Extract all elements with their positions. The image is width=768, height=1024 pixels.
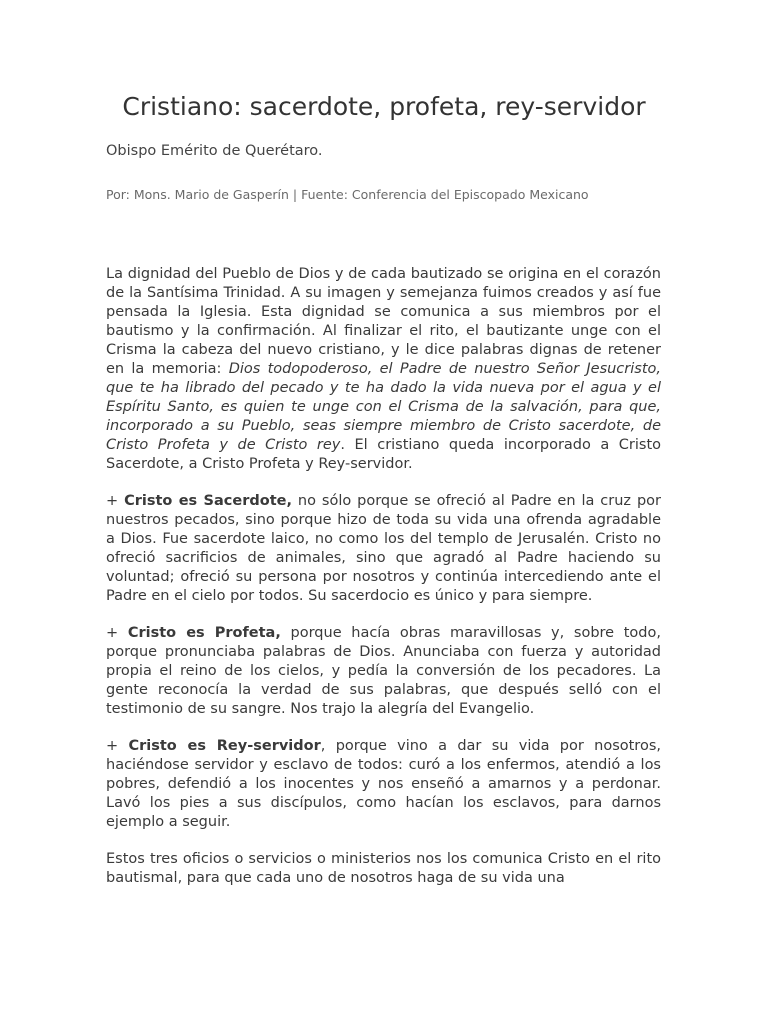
- page-title: Cristiano: sacerdote, profeta, rey-servidor: [122, 92, 646, 121]
- byline: Por: Mons. Mario de Gasperín | Fuente: Conferencia del Episcopado Mexicano: [106, 187, 589, 202]
- paragraph-ministerios: Estos tres oficios o servicios o ministerios nos los comunica Cristo en el rito bautismal, para que cada uno de nosotros haga de su vida una: [106, 851, 661, 886]
- paragraph-intro: [106, 265, 661, 474]
- heading-sacerdote: Cristo es Sacerdote,: [124, 493, 292, 509]
- paragraph-sacerdote: [106, 492, 661, 606]
- article-body: [106, 265, 661, 906]
- baptismal-quote: Dios todopoderoso, el Padre de nuestro Señor Jesucristo, que te ha librado del pecado y te ha dado la vida nueva por el agua y el Espíritu Santo, es quien te unge con el Crisma de la salvación, para que, incorporado a su Pueblo, seas siempre miembro de Cristo sacerdote, de Cristo Profeta y de Cristo rey: [106, 361, 661, 453]
- bullet-plus: +: [106, 738, 129, 754]
- paragraph-intro-text: La dignidad del Pueblo de Dios y de cada bautizado se origina en el corazón de la Santísima Trinidad. A su imagen y semejanza fuimos creados y así fue pensada la Iglesia. Esta dignidad se comunica a sus miembros por el bautismo y la confirmación. Al finalizar el rito, el bautizante unge con el Crisma la cabeza del nuevo cristiano, y le dice palabras dignas de retener en la memoria:: [106, 266, 661, 377]
- paragraph-profeta: [106, 624, 661, 719]
- paragraph-profeta-text: porque hacía obras maravillosas y, sobre todo, porque pronunciaba palabras de Dios. Anunciaba con fuerza y autoridad propia el reino de los cielos, y pedía la conversión de los pecadores. La gente reconocía la verdad de sus palabras, que después selló con el testimonio de su sangre. Nos trajo la alegría del Evangelio.: [106, 625, 661, 717]
- heading-profeta: Cristo es Profeta,: [127, 625, 281, 641]
- subtitle: Obispo Emérito de Querétaro.: [106, 143, 323, 159]
- paragraph-rey-servidor-text: , porque vino a dar su vida por nosotros, haciéndose servidor y esclavo de todos: curó a los enfermos, atendió a los pobres, defendió a los inocentes y nos enseñó a amarnos y a perdonar. Lavó los pies a sus discípulos, como hacían los esclavos, para darnos ejemplo a seguir.: [106, 738, 661, 830]
- bullet-plus: +: [106, 493, 125, 509]
- bullet-plus: +: [106, 625, 128, 641]
- paragraph-rey-servidor: [106, 737, 661, 832]
- paragraph-sacerdote-text: no sólo porque se ofreció al Padre en la cruz por nuestros pecados, sino porque hizo de toda su vida una ofrenda agradable a Dios. Fue sacerdote laico, no como los del templo de Jerusalén. Cristo no ofreció sacrificios de animales, sino que agradó al Padre haciendo su voluntad; ofreció su persona por nosotros y continúa intercediendo ante el Padre en el cielo por todos. Su sacerdocio es único y para siempre.: [106, 493, 661, 604]
- paragraph-intro-ending: . El cristiano queda incorporado a Cristo Sacerdote, a Cristo Profeta y Rey-servidor.: [106, 437, 662, 472]
- heading-rey-servidor: Cristo es Rey-servidor: [128, 738, 321, 754]
